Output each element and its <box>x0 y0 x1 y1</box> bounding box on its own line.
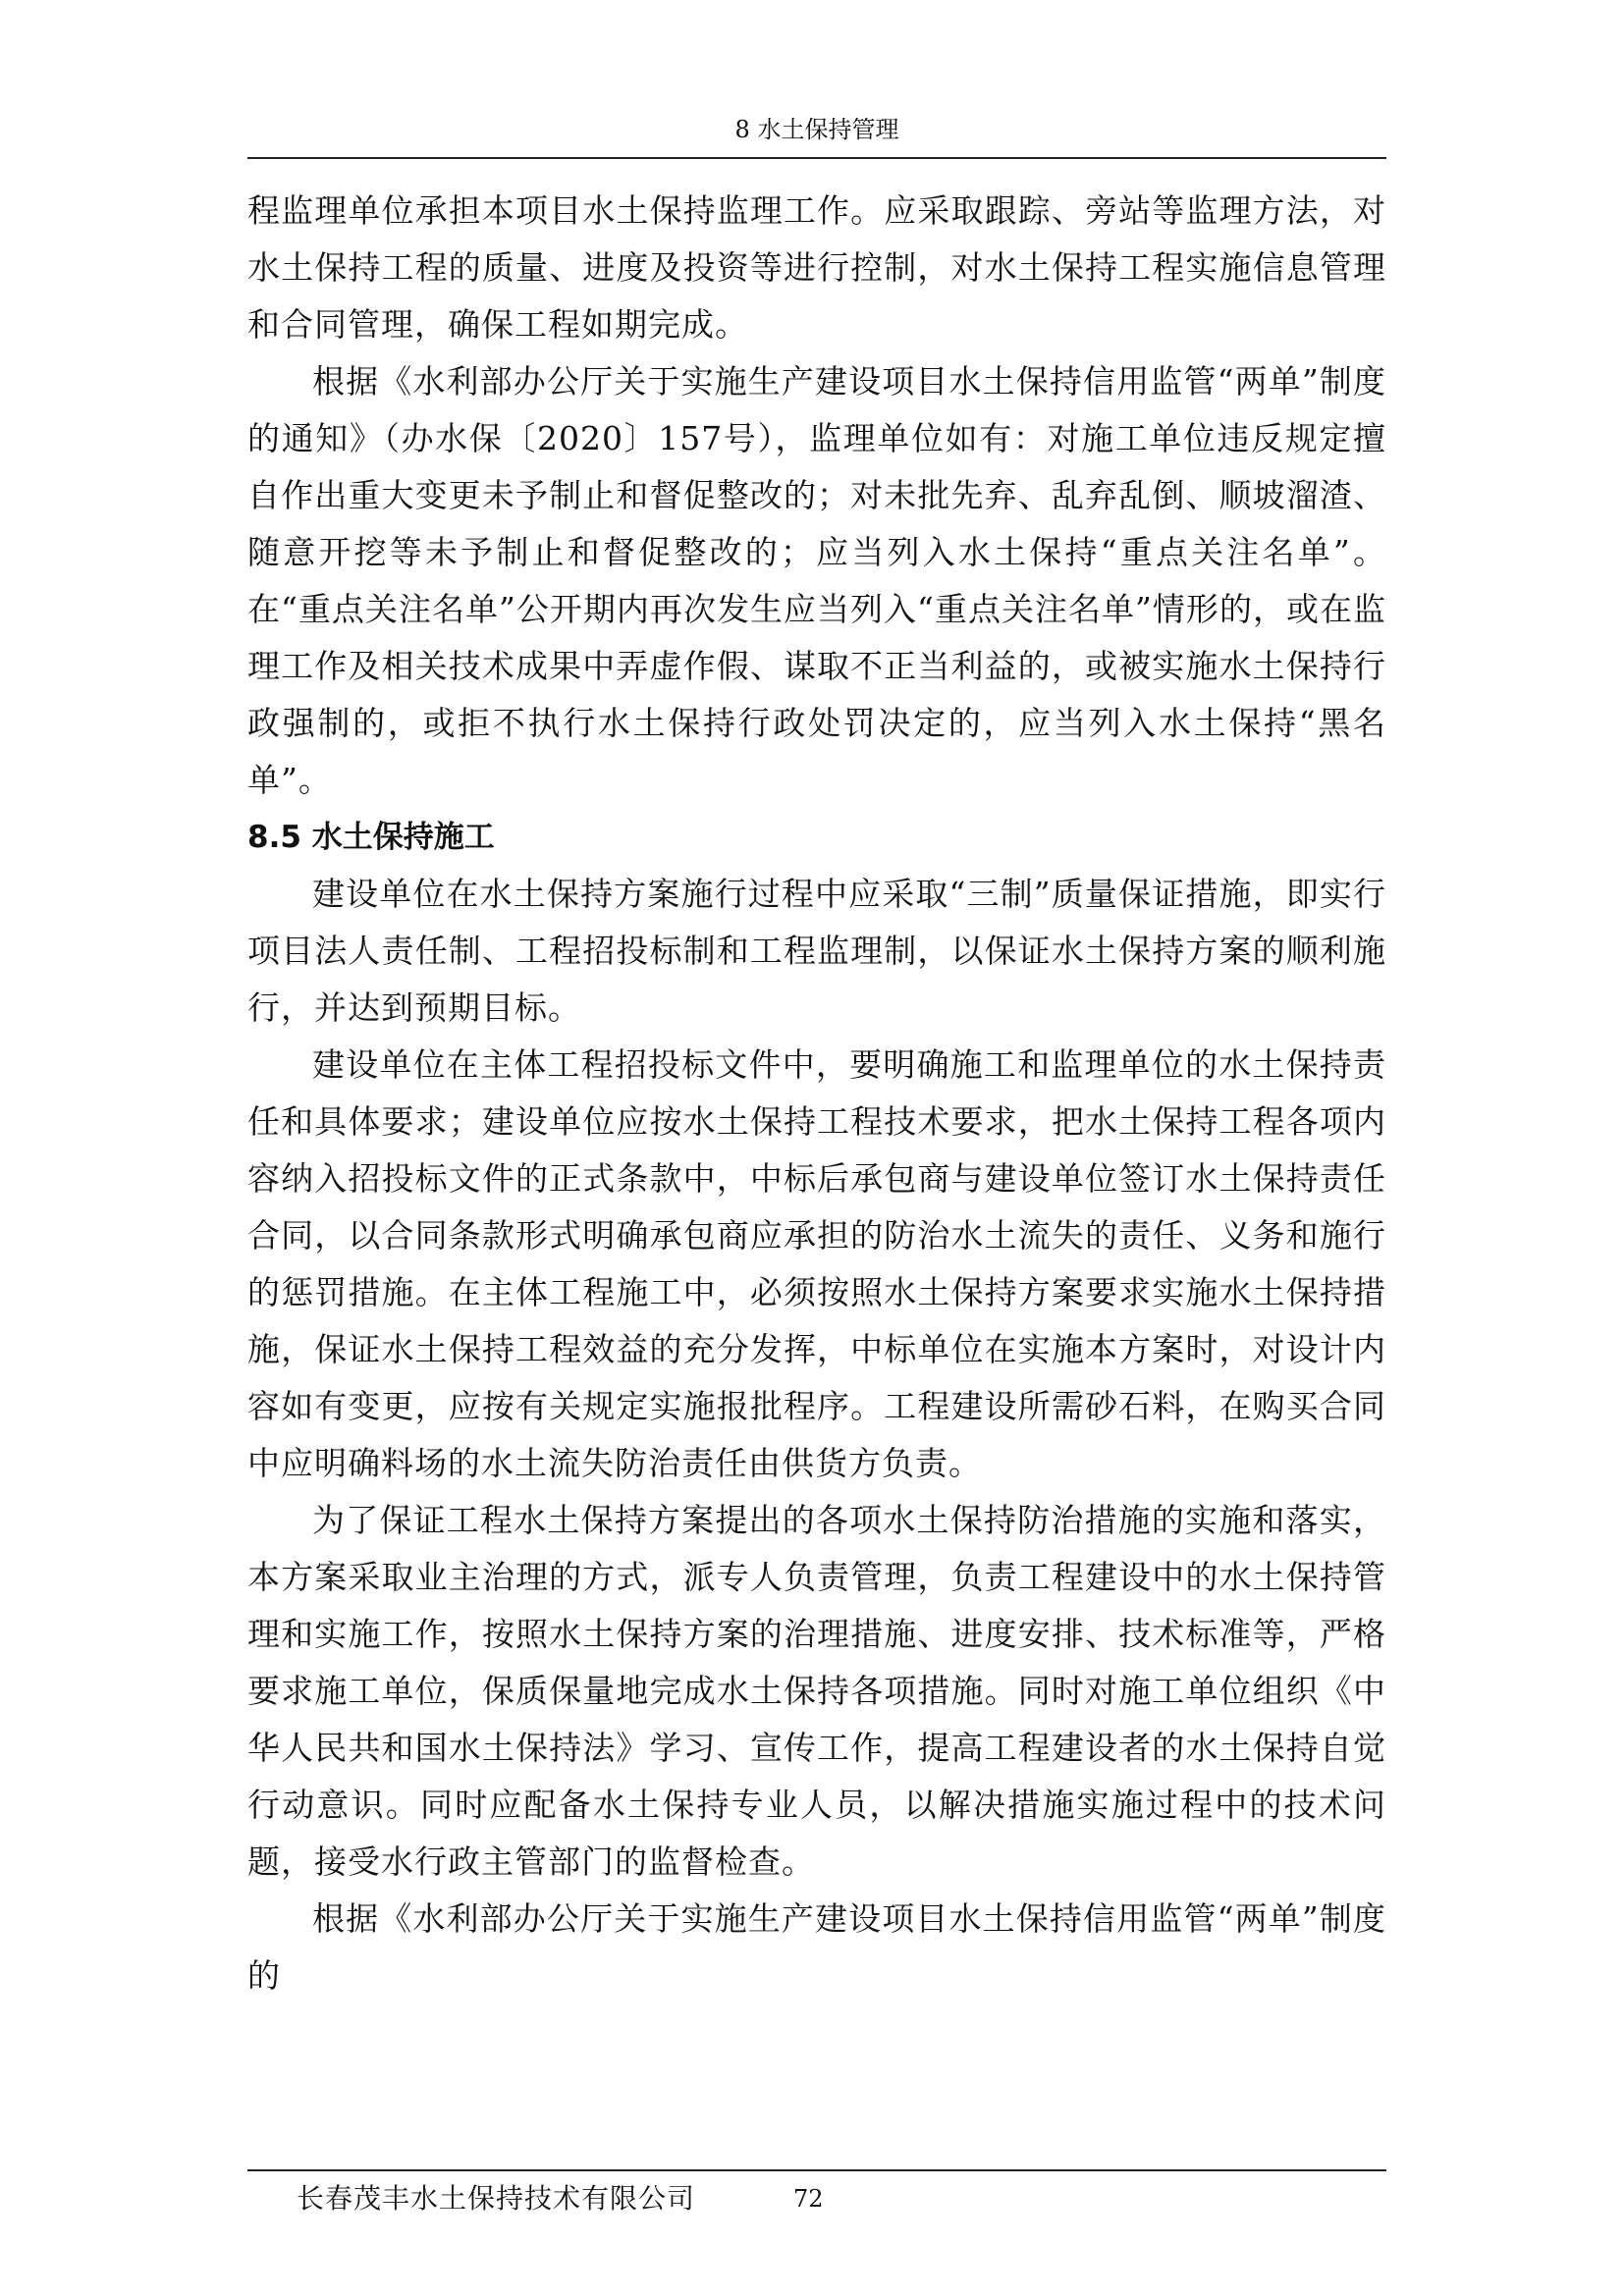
section-paragraph: 建设单位在水土保持方案施行过程中应采取“三制”质量保证措施，即实行项目法人责任制、工程招投标制和工程监理制，以保证水土保持方案的顺利施行，并达到预期目标。 <box>247 875 1386 1027</box>
body-paragraph-continued: 程监理单位承担本项目水土保持监理工作。应采取跟踪、旁站等监理方法，对水土保持工程的质量、进度及投资等进行控制，对水土保持工程实施信息管理和合同管理，确保工程如期完成。 <box>247 191 1386 344</box>
section-paragraph-continues: 根据《水利部办公厅关于实施生产建设项目水土保持信用监管“两单”制度的 <box>247 1899 1386 1995</box>
page-header <box>247 110 1386 159</box>
chapter-title: 8 水土保持管理 <box>734 116 899 143</box>
section-paragraph: 为了保证工程水土保持方案提出的各项水土保持防治措施的实施和落实，本方案采取业主治理的方式，派专人负责管理，负责工程建设中的水土保持管理和实施工作，按照水土保持方案的治理措施、进度安排、技术标准等，严格要求施工单位，保质保量地完成水土保持各项措施。同时对施工单位组织《中华人民共和国水土保持法》学习、宣传工作，提高工程建设者的水土保持自觉行动意识。同时应配备水土保持专业人员，以解决措施实施过程中的技术问题，接受水行政主管部门的监督检查。 <box>247 1501 1386 1881</box>
page-footer <box>247 2169 1386 2230</box>
page-number: 72 <box>793 2185 824 2213</box>
footer-company-name: 长春茂丰水土保持技术有限公司 <box>297 2182 696 2215</box>
page-body <box>247 183 1386 2004</box>
body-paragraph: 根据《水利部办公厅关于实施生产建设项目水土保持信用监管“两单”制度的通知》（办水保〔2020〕157号），监理单位如有：对施工单位违反规定擅自作出重大变更未予制止和督促整改的；对未批先弃、乱弃乱倒、顺坡溜渣、随意开挖等未予制止和督促整改的；应当列入水土保持“重点关注名单”。在“重点关注名单”公开期内再次发生应当列入“重点关注名单”情形的，或在监理工作及相关技术成果中弄虚作假、谋取不正当利益的，或被实施水土保持行政强制的，或拒不执行水土保持行政处罚决定的，应当列入水土保持“黑名单”。 <box>247 362 1386 799</box>
section-heading: 8.5 水土保持施工 <box>247 820 495 855</box>
section-paragraph: 建设单位在主体工程招投标文件中，要明确施工和监理单位的水土保持责任和具体要求；建设单位应按水土保持工程技术要求，把水土保持工程各项内容纳入招投标文件的正式条款中，中标后承包商与建设单位签订水土保持责任合同，以合同条款形式明确承包商应承担的防治水土流失的责任、义务和施行的惩罚措施。在主体工程施工中，必须按照水土保持方案要求实施水土保持措施，保证水土保持工程效益的充分发挥，中标单位在实施本方案时，对设计内容如有变更，应按有关规定实施报批程序。工程建设所需砂石料，在购买合同中应明确料场的水土流失防治责任由供货方负责。 <box>247 1045 1386 1482</box>
